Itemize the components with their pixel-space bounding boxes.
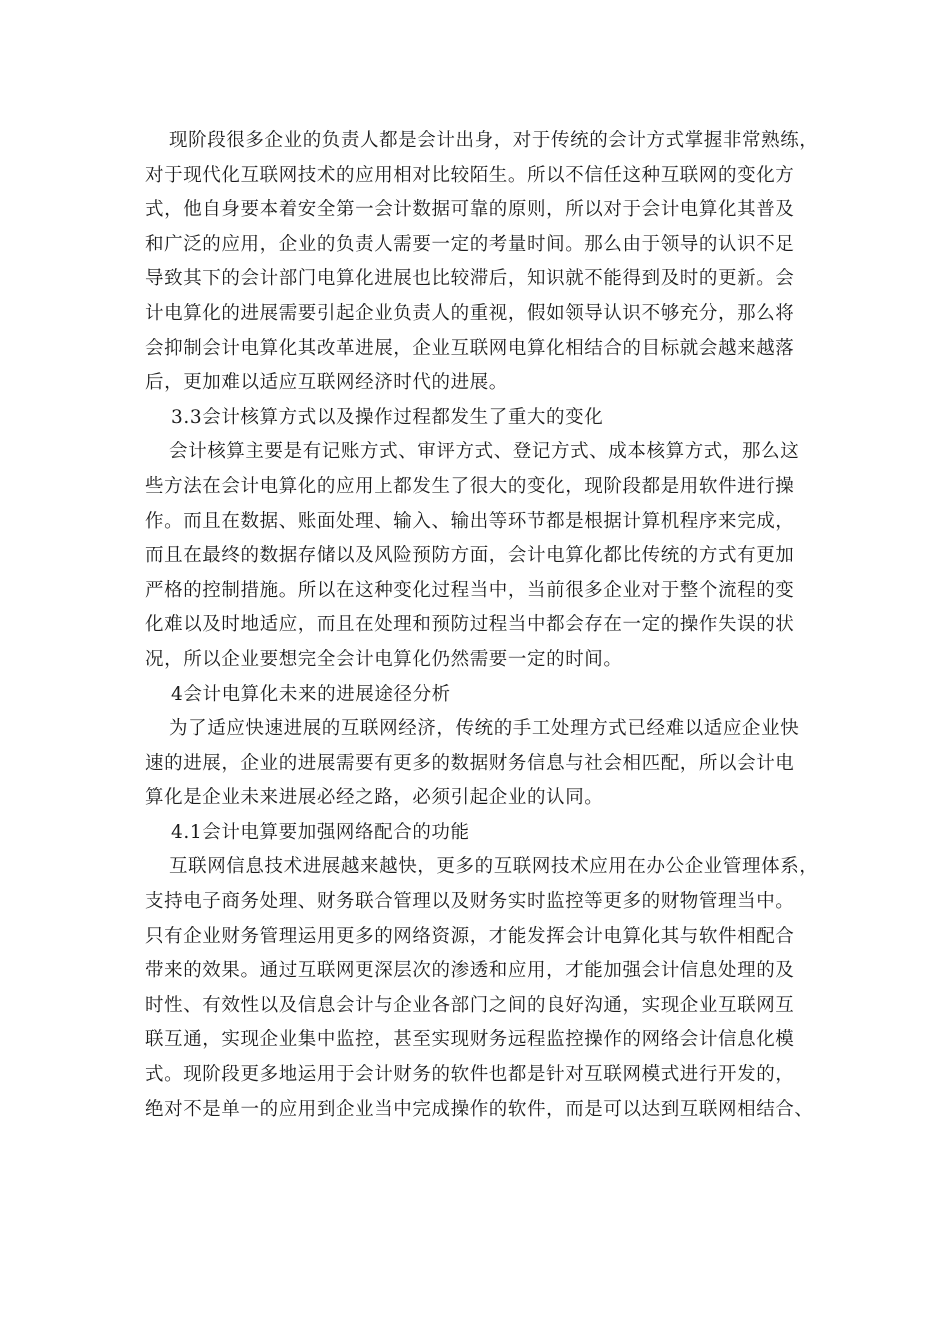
text-line: 计电算化的进展需要引起企业负责人的重视，假如领导认识不够充分，那么将 [145,302,795,324]
text-line: 速的进展，企业的进展需要有更多的数据财务信息与社会相匹配，所以会计电 [145,752,795,774]
text-line: 作。而且在数据、账面处理、输入、输出等环节都是根据计算机程序来完成， [145,510,795,532]
section-heading: 4.1会计电算要加强网络配合的功能 [171,821,470,843]
text-line: 式。现阶段更多地运用于会计财务的软件也都是针对互联网模式进行开发的， [145,1064,795,1086]
text-line: 些方法在会计电算化的应用上都发生了很大的变化，现阶段都是用软件进行操 [145,475,795,497]
text-line: 式，他自身要本着安全第一会计数据可靠的原则，所以对于会计电算化其普及 [145,199,795,221]
text-line: 和广泛的应用，企业的负责人需要一定的考量时间。那么由于领导的认识不足 [145,233,795,255]
text-line: 严格的控制措施。所以在这种变化过程当中，当前很多企业对于整个流程的变 [145,579,795,601]
section-heading: 3.3会计核算方式以及操作过程都发生了重大的变化 [171,406,604,428]
text-line: 化难以及时地适应，而且在处理和预防过程当中都会存在一定的操作失误的状 [145,614,795,636]
text-line: 现阶段很多企业的负责人都是会计出身，对于传统的会计方式掌握非常熟练， [169,130,819,151]
text-line: 后，更加难以适应互联网经济时代的进展。 [145,372,508,394]
text-line: 况，所以企业要想完全会计电算化仍然需要一定的时间。 [145,648,623,670]
text-line: 会抑制会计电算化其改革进展，企业互联网电算化相结合的目标就会越来越落 [145,337,795,359]
body-text [145,124,825,1127]
text-line: 只有企业财务管理运用更多的网络资源，才能发挥会计电算化其与软件相配合 [145,925,795,947]
text-line: 而且在最终的数据存储以及风险预防方面，会计电算化都比传统的方式有更加 [145,545,795,567]
text-line: 导致其下的会计部门电算化进展也比较滞后，知识就不能得到及时的更新。会 [145,268,795,290]
text-line: 会计核算主要是有记账方式、审评方式、登记方式、成本核算方式，那么这 [169,441,800,463]
text-line: 时性、有效性以及信息会计与企业各部门之间的良好沟通，实现企业互联网互 [145,994,795,1016]
text-line: 带来的效果。通过互联网更深层次的渗透和应用，才能加强会计信息处理的及 [145,960,795,982]
text-line: 绝对不是单一的应用到企业当中完成操作的软件，而是可以达到互联网相结合、 [145,1098,814,1120]
text-line: 联互通，实现企业集中监控，甚至实现财务远程监控操作的网络会计信息化模 [145,1029,795,1051]
text-line: 对于现代化互联网技术的应用相对比较陌生。所以不信任这种互联网的变化方 [145,164,795,186]
text-line: 算化是企业未来进展必经之路，必须引起企业的认同。 [145,787,604,809]
section-heading: 4会计电算化未来的进展途径分析 [171,683,451,705]
text-line: 互联网信息技术进展越来越快，更多的互联网技术应用在办公企业管理体系， [169,856,819,878]
text-line: 支持电子商务处理、财务联合管理以及财务实时监控等更多的财物管理当中。 [145,891,795,913]
text-line: 为了适应快速进展的互联网经济，传统的手工处理方式已经难以适应企业快 [169,718,800,740]
